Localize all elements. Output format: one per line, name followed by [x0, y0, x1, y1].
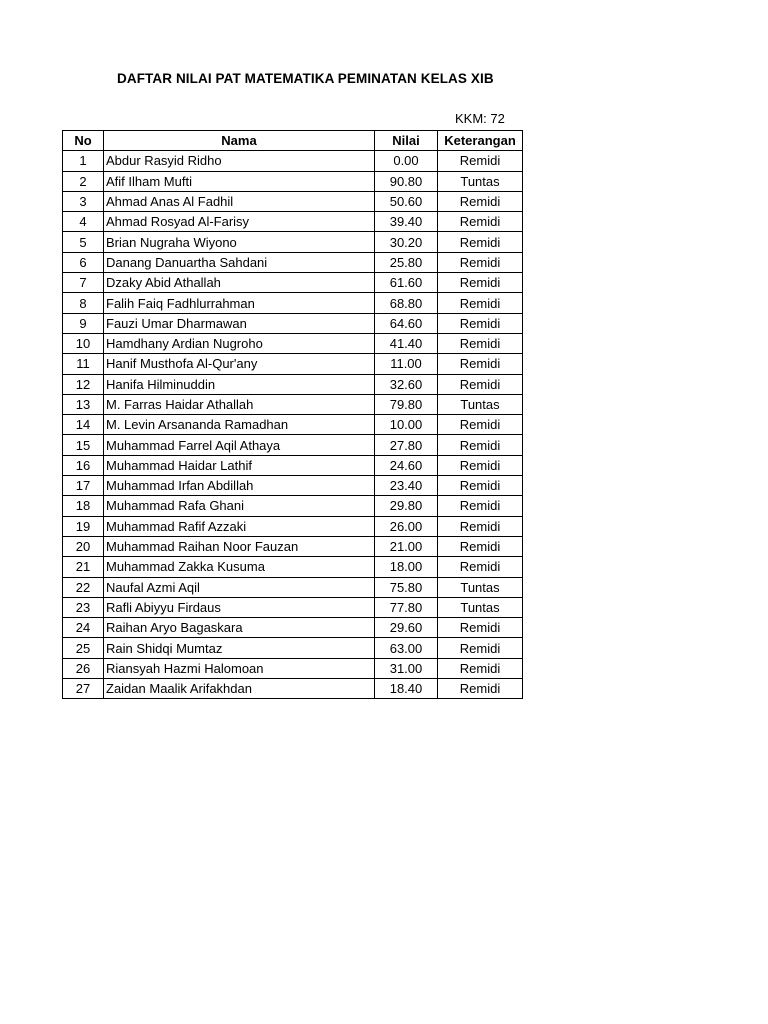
- cell-nama: Hamdhany Ardian Nugroho: [104, 333, 375, 353]
- cell-no: 16: [63, 455, 104, 475]
- cell-nama: Muhammad Raihan Noor Fauzan: [104, 536, 375, 556]
- cell-no: 24: [63, 618, 104, 638]
- cell-nilai: 30.20: [375, 232, 438, 252]
- cell-nama: Ahmad Rosyad Al-Farisy: [104, 212, 375, 232]
- cell-nilai: 68.80: [375, 293, 438, 313]
- cell-nilai: 63.00: [375, 638, 438, 658]
- cell-keterangan: Remidi: [438, 354, 523, 374]
- table-row: [63, 252, 523, 272]
- table-row: [63, 151, 523, 171]
- table-row: [63, 536, 523, 556]
- cell-nilai: 23.40: [375, 476, 438, 496]
- cell-keterangan: Remidi: [438, 658, 523, 678]
- cell-nama: Ahmad Anas Al Fadhil: [104, 191, 375, 211]
- cell-nama: Naufal Azmi Aqil: [104, 577, 375, 597]
- cell-nama: Zaidan Maalik Arifakhdan: [104, 679, 375, 699]
- table-row: [63, 313, 523, 333]
- cell-nilai: 79.80: [375, 394, 438, 414]
- cell-keterangan: Remidi: [438, 374, 523, 394]
- cell-nilai: 77.80: [375, 597, 438, 617]
- cell-no: 22: [63, 577, 104, 597]
- cell-no: 6: [63, 252, 104, 272]
- table-row: [63, 557, 523, 577]
- table-row: [63, 618, 523, 638]
- cell-nilai: 0.00: [375, 151, 438, 171]
- table-row: [63, 415, 523, 435]
- cell-nilai: 18.40: [375, 679, 438, 699]
- cell-no: 3: [63, 191, 104, 211]
- table-body: [63, 151, 523, 699]
- table-row: [63, 293, 523, 313]
- cell-nama: Hanif Musthofa Al-Qur'any: [104, 354, 375, 374]
- table-row: [63, 679, 523, 699]
- cell-nama: Brian Nugraha Wiyono: [104, 232, 375, 252]
- cell-nilai: 29.80: [375, 496, 438, 516]
- table-row: [63, 597, 523, 617]
- cell-keterangan: Remidi: [438, 496, 523, 516]
- cell-keterangan: Tuntas: [438, 597, 523, 617]
- cell-nilai: 10.00: [375, 415, 438, 435]
- cell-nama: Muhammad Rafa Ghani: [104, 496, 375, 516]
- cell-no: 18: [63, 496, 104, 516]
- cell-no: 11: [63, 354, 104, 374]
- cell-nilai: 39.40: [375, 212, 438, 232]
- page-title: DAFTAR NILAI PAT MATEMATIKA PEMINATAN KELAS XIB: [117, 71, 494, 86]
- cell-nama: Afif Ilham Mufti: [104, 171, 375, 191]
- cell-no: 20: [63, 536, 104, 556]
- cell-nama: Riansyah Hazmi Halomoan: [104, 658, 375, 678]
- cell-no: 25: [63, 638, 104, 658]
- cell-no: 12: [63, 374, 104, 394]
- cell-nama: Rafli Abiyyu Firdaus: [104, 597, 375, 617]
- kkm-label: KKM: 72: [455, 111, 505, 126]
- column-header-keterangan: Keterangan: [438, 131, 523, 151]
- cell-nama: Muhammad Rafif Azzaki: [104, 516, 375, 536]
- table-row: [63, 354, 523, 374]
- cell-keterangan: Remidi: [438, 212, 523, 232]
- table-row: [63, 333, 523, 353]
- cell-no: 1: [63, 151, 104, 171]
- cell-nama: Danang Danuartha Sahdani: [104, 252, 375, 272]
- cell-no: 2: [63, 171, 104, 191]
- cell-keterangan: Remidi: [438, 679, 523, 699]
- cell-no: 27: [63, 679, 104, 699]
- grades-table: [62, 130, 523, 699]
- table-header-row: [63, 131, 523, 151]
- table-row: [63, 191, 523, 211]
- cell-keterangan: Remidi: [438, 455, 523, 475]
- cell-no: 23: [63, 597, 104, 617]
- cell-keterangan: Remidi: [438, 516, 523, 536]
- cell-keterangan: Remidi: [438, 151, 523, 171]
- table-row: [63, 394, 523, 414]
- cell-keterangan: Remidi: [438, 618, 523, 638]
- cell-keterangan: Tuntas: [438, 394, 523, 414]
- table-row: [63, 212, 523, 232]
- cell-nilai: 27.80: [375, 435, 438, 455]
- cell-no: 8: [63, 293, 104, 313]
- cell-nama: Dzaky Abid Athallah: [104, 273, 375, 293]
- cell-no: 21: [63, 557, 104, 577]
- cell-no: 10: [63, 333, 104, 353]
- cell-nama: M. Farras Haidar Athallah: [104, 394, 375, 414]
- cell-keterangan: Remidi: [438, 638, 523, 658]
- cell-nilai: 75.80: [375, 577, 438, 597]
- cell-nilai: 25.80: [375, 252, 438, 272]
- cell-no: 9: [63, 313, 104, 333]
- cell-nama: Muhammad Farrel Aqil Athaya: [104, 435, 375, 455]
- cell-keterangan: Remidi: [438, 333, 523, 353]
- cell-nama: Fauzi Umar Dharmawan: [104, 313, 375, 333]
- cell-nilai: 21.00: [375, 536, 438, 556]
- cell-nilai: 64.60: [375, 313, 438, 333]
- column-header-nilai: Nilai: [375, 131, 438, 151]
- table-row: [63, 374, 523, 394]
- cell-no: 19: [63, 516, 104, 536]
- table-row: [63, 435, 523, 455]
- cell-no: 5: [63, 232, 104, 252]
- table-row: [63, 476, 523, 496]
- cell-keterangan: Tuntas: [438, 171, 523, 191]
- cell-no: 14: [63, 415, 104, 435]
- cell-nilai: 31.00: [375, 658, 438, 678]
- cell-keterangan: Remidi: [438, 293, 523, 313]
- table-row: [63, 171, 523, 191]
- cell-no: 4: [63, 212, 104, 232]
- cell-nama: Muhammad Haidar Lathif: [104, 455, 375, 475]
- cell-keterangan: Remidi: [438, 313, 523, 333]
- column-header-nama: Nama: [104, 131, 375, 151]
- cell-nama: M. Levin Arsananda Ramadhan: [104, 415, 375, 435]
- cell-keterangan: Remidi: [438, 476, 523, 496]
- cell-keterangan: Tuntas: [438, 577, 523, 597]
- cell-no: 26: [63, 658, 104, 678]
- cell-nilai: 41.40: [375, 333, 438, 353]
- cell-keterangan: Remidi: [438, 415, 523, 435]
- table-row: [63, 273, 523, 293]
- cell-no: 17: [63, 476, 104, 496]
- cell-nilai: 32.60: [375, 374, 438, 394]
- table-row: [63, 496, 523, 516]
- cell-keterangan: Remidi: [438, 232, 523, 252]
- cell-no: 7: [63, 273, 104, 293]
- cell-no: 13: [63, 394, 104, 414]
- table-row: [63, 232, 523, 252]
- cell-keterangan: Remidi: [438, 536, 523, 556]
- cell-nama: Muhammad Zakka Kusuma: [104, 557, 375, 577]
- cell-nama: Rain Shidqi Mumtaz: [104, 638, 375, 658]
- cell-nilai: 50.60: [375, 191, 438, 211]
- cell-nama: Hanifa Hilminuddin: [104, 374, 375, 394]
- cell-nama: Abdur Rasyid Ridho: [104, 151, 375, 171]
- table-row: [63, 638, 523, 658]
- cell-nilai: 29.60: [375, 618, 438, 638]
- cell-no: 15: [63, 435, 104, 455]
- cell-nama: Falih Faiq Fadhlurrahman: [104, 293, 375, 313]
- cell-keterangan: Remidi: [438, 191, 523, 211]
- table-row: [63, 516, 523, 536]
- cell-nilai: 18.00: [375, 557, 438, 577]
- cell-keterangan: Remidi: [438, 557, 523, 577]
- cell-nama: Muhammad Irfan Abdillah: [104, 476, 375, 496]
- cell-nilai: 24.60: [375, 455, 438, 475]
- column-header-no: No: [63, 131, 104, 151]
- cell-nilai: 26.00: [375, 516, 438, 536]
- table-row: [63, 577, 523, 597]
- cell-nilai: 11.00: [375, 354, 438, 374]
- cell-keterangan: Remidi: [438, 273, 523, 293]
- cell-keterangan: Remidi: [438, 435, 523, 455]
- table-row: [63, 658, 523, 678]
- table-row: [63, 455, 523, 475]
- cell-nilai: 90.80: [375, 171, 438, 191]
- cell-keterangan: Remidi: [438, 252, 523, 272]
- cell-nama: Raihan Aryo Bagaskara: [104, 618, 375, 638]
- cell-nilai: 61.60: [375, 273, 438, 293]
